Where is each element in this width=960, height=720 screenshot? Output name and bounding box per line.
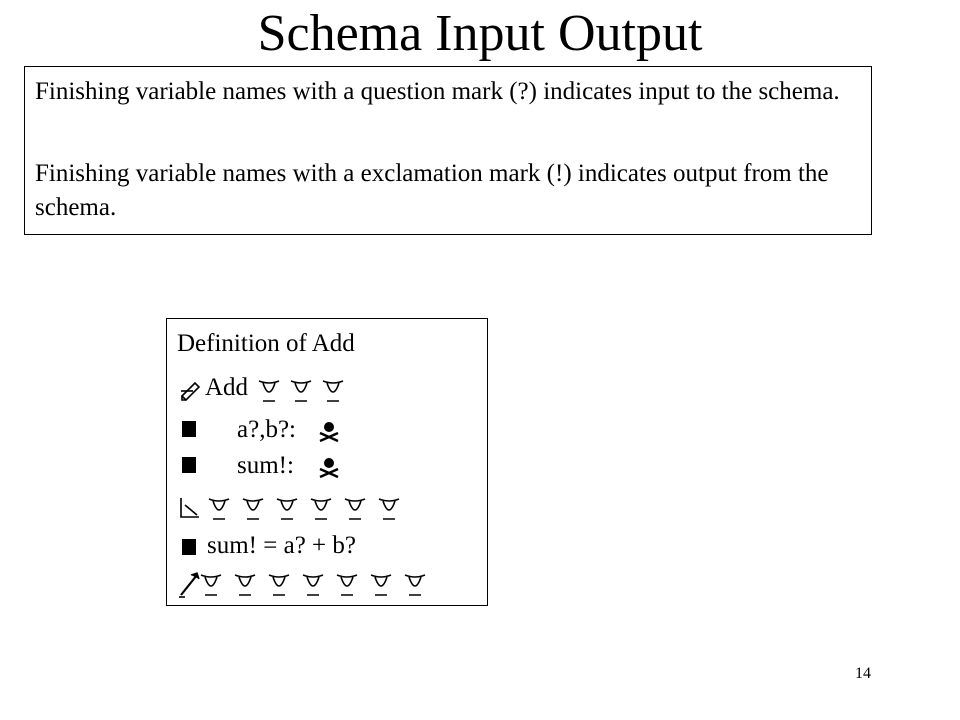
schema-name: Add xyxy=(205,374,249,401)
predicate: sum! = a? + b? xyxy=(207,532,356,559)
skull-crossbones-icon xyxy=(317,455,341,479)
page-number: 14 xyxy=(855,665,871,682)
ribbon-arc-icon xyxy=(205,495,415,523)
paragraph-output: Finishing variable names with a exclamation mark (!) indicates output from the schema. xyxy=(35,160,829,221)
paragraph-input: Finishing variable names with a question mark (?) indicates input to the schema. xyxy=(35,78,840,105)
square-bullet-icon xyxy=(179,419,199,439)
skull-crossbones-icon xyxy=(317,419,341,443)
ribbon-arc-icon xyxy=(255,377,351,403)
declaration-inputs: a?,b?: xyxy=(237,416,296,443)
slide-title: Schema Input Output xyxy=(257,5,703,62)
square-bullet-icon xyxy=(179,455,199,475)
pencil-icon xyxy=(179,377,203,401)
definition-box xyxy=(166,318,488,606)
pencil-icon xyxy=(177,495,203,521)
info-box xyxy=(24,66,872,235)
definition-heading: Definition of Add xyxy=(177,330,355,357)
ribbon-arc-icon xyxy=(197,571,447,599)
square-bullet-icon xyxy=(179,537,199,557)
declaration-output: sum!: xyxy=(237,452,294,479)
